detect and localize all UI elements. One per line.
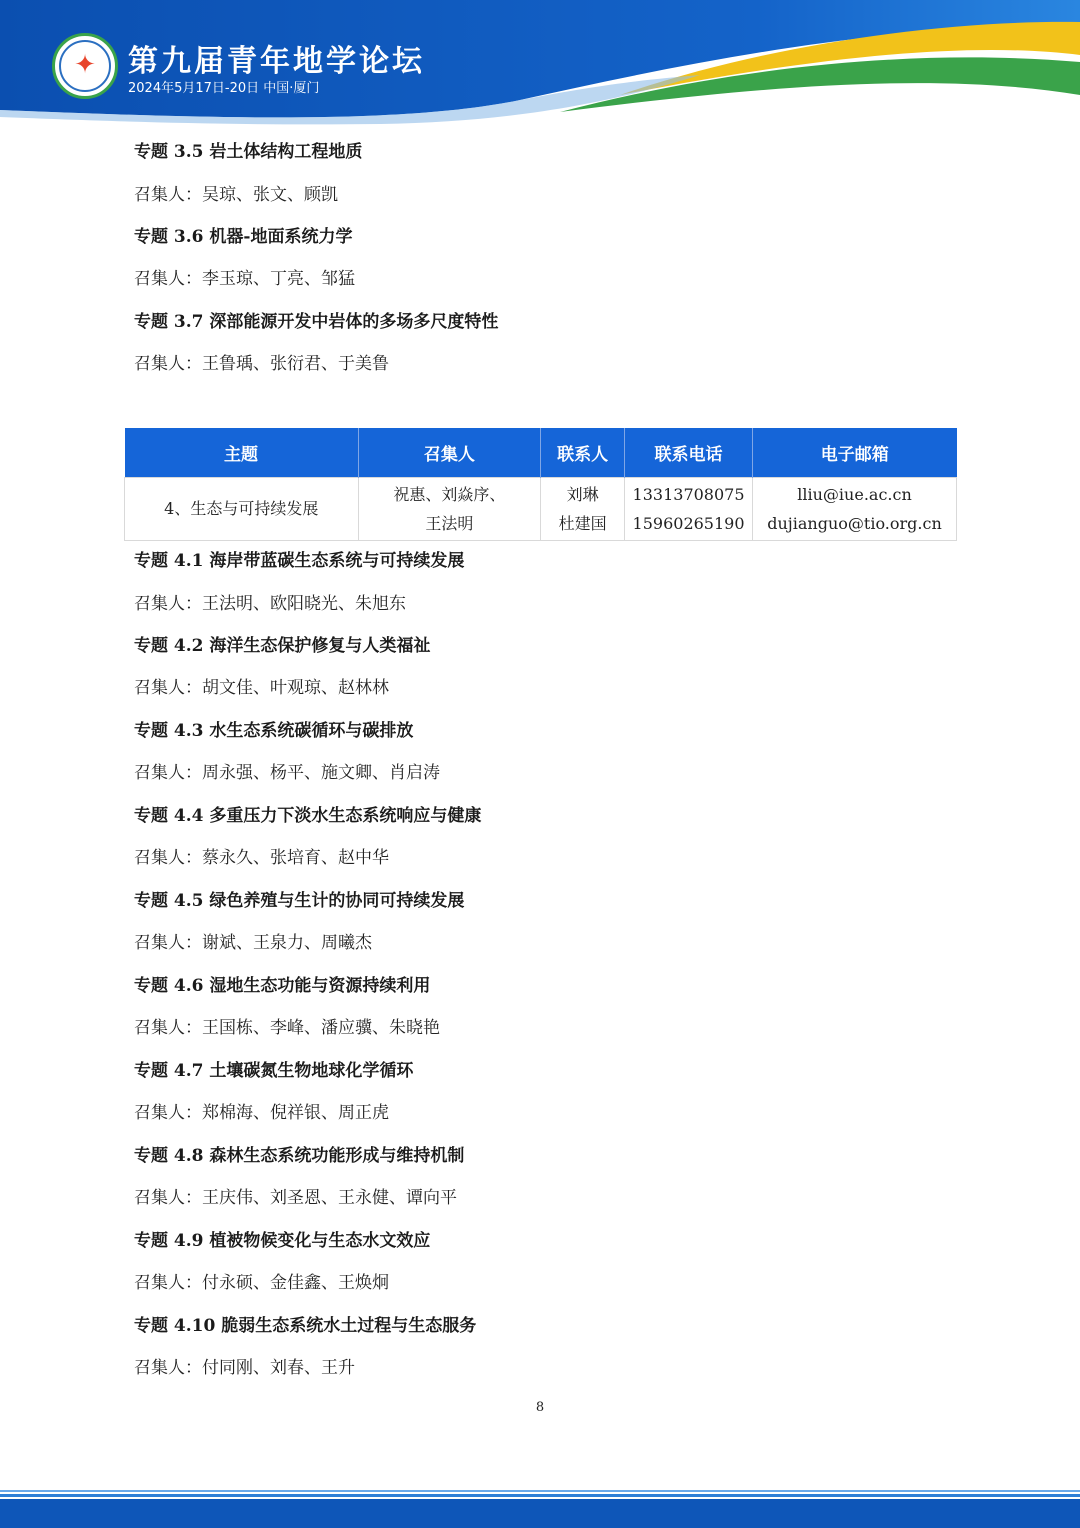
footer-stripes-graphic [0,1490,1080,1528]
header-subtitle: 2024年5月17日-20日 中国·厦门 [128,81,320,96]
topic-conveners: 召集人：付同刚、刘春、王升 [134,1358,355,1378]
topic-title: 专题 4.3 水生态系统碳循环与碳排放 [134,721,414,741]
topic-conveners: 召集人：胡文佳、叶观琼、赵林林 [134,678,389,698]
topic-title: 专题 3.7 深部能源开发中岩体的多场多尺度特性 [134,312,499,332]
topic-title: 专题 4.9 植被物候变化与生态水文效应 [134,1231,431,1251]
header-phone: 联系电话 [625,428,753,477]
email-link[interactable]: lliu@iue.ac.cn [797,484,912,504]
header-title: 第九届青年地学论坛 [128,44,425,79]
header-conveners: 召集人 [358,428,541,477]
topic-conveners: 召集人：王法明、欧阳晓光、朱旭东 [134,594,406,614]
cell-emails [753,477,957,540]
topic-conveners: 召集人：王庆伟、刘圣恩、王永健、谭向平 [134,1188,457,1208]
page-header [0,0,1080,125]
table-header-row [125,428,957,477]
topic-conveners: 召集人：郑棉海、倪祥银、周正虎 [134,1103,389,1123]
header-contact: 联系人 [541,428,625,477]
cell-contacts: 刘琳 杜建国 [541,477,625,540]
topic-title: 专题 4.6 湿地生态功能与资源持续利用 [134,976,431,996]
topic-conveners: 召集人：付永硕、金佳鑫、王焕炯 [134,1273,389,1293]
topic-title: 专题 4.5 绿色养殖与生计的协同可持续发展 [134,891,465,911]
topic-title: 专题 4.4 多重压力下淡水生态系统响应与健康 [134,806,482,826]
topic-conveners: 召集人：蔡永久、张培育、赵中华 [134,848,389,868]
topic-conveners: 召集人：吴琼、张文、顾凯 [134,185,338,205]
page-footer [0,1490,1080,1528]
header-theme: 主题 [125,428,359,477]
topic-title: 专题 4.10 脆弱生态系统水土过程与生态服务 [134,1316,477,1336]
topic-conveners: 召集人：王鲁瑀、张衍君、于美鲁 [134,354,389,374]
header-email: 电子邮箱 [753,428,957,477]
topic-title: 专题 3.6 机器-地面系统力学 [134,227,353,247]
topic-title: 专题 3.5 岩土体结构工程地质 [134,142,363,162]
topic-conveners: 召集人：李玉琼、丁亮、邹猛 [134,269,355,289]
email-link[interactable]: dujianguo@tio.org.cn [767,513,942,533]
topic-title: 专题 4.1 海岸带蓝碳生态系统与可持续发展 [134,551,465,571]
topic-title: 专题 4.2 海洋生态保护修复与人类福祉 [134,636,431,656]
table-row [125,477,957,540]
topic-conveners: 召集人：周永强、杨平、施文卿、肖启涛 [134,763,440,783]
forum-logo-icon: ✦ [52,33,118,99]
cell-phones: 13313708075 15960265190 [625,477,753,540]
page-number: 8 [535,1400,545,1415]
cell-conveners: 祝惠、刘焱序、 王法明 [358,477,541,540]
topic-title: 专题 4.7 土壤碳氮生物地球化学循环 [134,1061,414,1081]
topic-conveners: 召集人：谢斌、王泉力、周曦杰 [134,933,372,953]
theme-table [124,428,957,541]
topic-title: 专题 4.8 森林生态系统功能形成与维持机制 [134,1146,465,1166]
cell-theme: 4、生态与可持续发展 [125,477,359,540]
topic-conveners: 召集人：王国栋、李峰、潘应骥、朱晓艳 [134,1018,440,1038]
